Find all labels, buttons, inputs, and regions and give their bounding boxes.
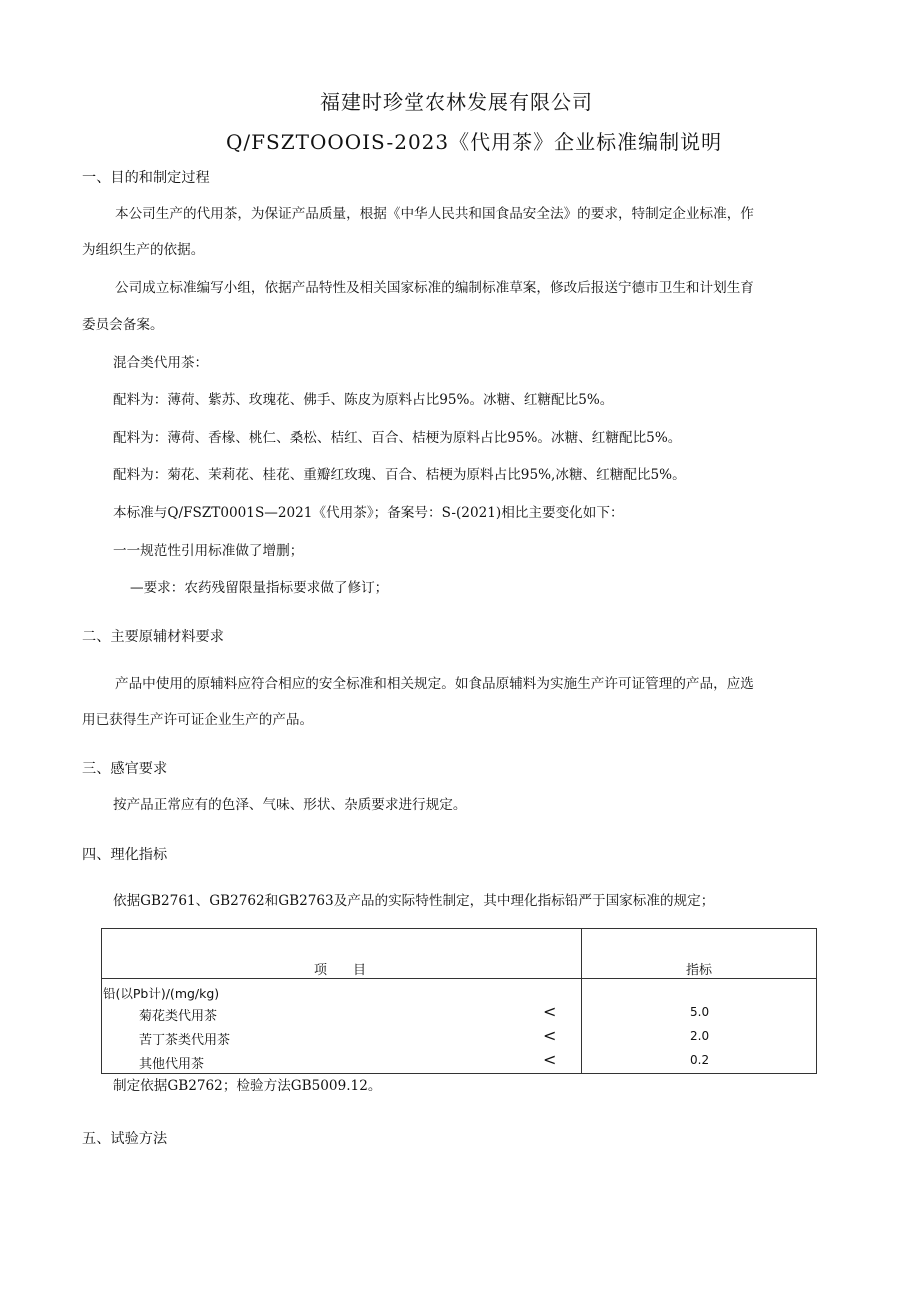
change-item-2: —要求：农药残留限量指标要求做了修订； bbox=[130, 580, 389, 596]
section-3-heading: 三、感官要求 bbox=[82, 761, 168, 777]
section-3-paragraph: 按产品正常应有的色泽、气味、形状、杂质要求进行规定。 bbox=[113, 797, 467, 813]
ingredient-line: 配料为：菊花、茉莉花、桂花、重瓣红玫瑰、百合、桔梗为原料占比95%,冰糖、红糖配比5%。 bbox=[113, 467, 686, 483]
table-header-index: 指标 bbox=[686, 963, 713, 978]
table-row-name: 苦丁茶类代用茶 bbox=[139, 1033, 231, 1048]
section-1-heading: 一、目的和制定过程 bbox=[82, 170, 210, 186]
table-note: 制定依据GB2762；检验方法GB5009.12。 bbox=[113, 1078, 382, 1094]
mix-tea-label: 混合类代用茶： bbox=[113, 355, 209, 371]
section-1-paragraph-2-line-2: 委员会备案。 bbox=[82, 317, 164, 333]
section-4-paragraph: 依据GB2761、GB2762和GB2763及产品的实际特性制定，其中理化指标铅严于国家标准的规定； bbox=[113, 893, 715, 909]
table-header-item: 项 目 bbox=[314, 963, 367, 978]
table-row-operator: < bbox=[543, 1050, 557, 1069]
table-row-name: 菊花类代用茶 bbox=[139, 1009, 218, 1024]
section-2-paragraph-line-2: 用已获得生产许可证企业生产的产品。 bbox=[82, 712, 314, 728]
lead-limit-table bbox=[101, 928, 817, 1074]
section-5-heading: 五、试验方法 bbox=[82, 1131, 168, 1147]
section-2-paragraph-line-1: 产品中使用的原辅料应符合相应的安全标准和相关规定。如食品原辅料为实施生产许可证管理的产品，应选 bbox=[115, 676, 754, 692]
section-4-heading: 四、理化指标 bbox=[82, 847, 168, 863]
table-row-value: 5.0 bbox=[690, 1005, 710, 1019]
table-row-operator: < bbox=[543, 1002, 557, 1021]
table-row-value: 0.2 bbox=[690, 1053, 710, 1067]
table-header-divider bbox=[102, 978, 816, 979]
ingredient-line: 配料为：薄荷、紫苏、玫瑰花、佛手、陈皮为原料占比95%。冰糖、红糖配比5%。 bbox=[113, 392, 614, 408]
table-column-divider bbox=[581, 929, 582, 1073]
section-1-paragraph-2-line-1: 公司成立标准编写小组，依据产品特性及相关国家标准的编制标准草案，修改后报送宁德市卫生和计划生育 bbox=[115, 280, 754, 296]
ingredient-line: 配料为：薄荷、香椽、桃仁、桑松、桔红、百合、桔梗为原料占比95%。冰糖、红糖配比5%。 bbox=[113, 430, 682, 446]
table-row-value: 2.0 bbox=[690, 1029, 710, 1043]
table-row-name: 其他代用茶 bbox=[139, 1057, 205, 1072]
section-1-paragraph-1-line-1: 本公司生产的代用茶，为保证产品质量，根据《中华人民共和国食品安全法》的要求，特制定企业标准，作 bbox=[115, 206, 754, 222]
table-row-operator: < bbox=[543, 1026, 557, 1045]
company-name: 福建时珍堂农林发展有限公司 bbox=[320, 90, 593, 114]
section-1-paragraph-1-line-2: 为组织生产的依据。 bbox=[82, 242, 205, 258]
document-title: Q/FSZTOOOIS-2023《代用茶》企业标准编制说明 bbox=[226, 130, 723, 154]
standard-comparison: 本标准与Q/FSZT0001S—2021《代用茶》；备案号：S-(2021)相比主要变化如下： bbox=[113, 505, 624, 521]
change-item-1: 一一规范性引用标准做了增删； bbox=[113, 543, 304, 559]
table-group-label: 铅(以Pb计)/(mg/kg) bbox=[103, 986, 220, 1001]
section-2-heading: 二、主要原辅材料要求 bbox=[82, 629, 224, 645]
